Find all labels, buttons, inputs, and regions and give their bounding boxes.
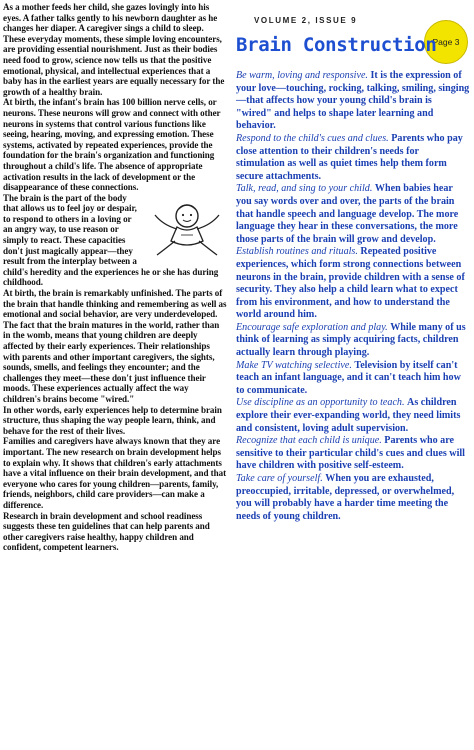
guideline-item [236,397,470,435]
neurons-paragraph: At birth, the infant's brain has 100 billion nerve cells, or neurons. These neurons will grow and connect with other neurons in systems that control various functions like seeing, hearing, moving, and expressing emotion. These systems, activated by repeated experiences, provide the foundation for the brain's organization and functioning throughout a child's life. The absence of appropriate activation results in the lack of development or the disappearance of these connections. [3,97,221,193]
guideline-item [236,322,470,360]
guideline-text: When babies hear you say words over and over, the parts of the brain that handle speech and language develop. The more language they hear in these conversations, the more those parts of the brain will grow and develop. [236,183,459,245]
guideline-item [236,133,470,183]
left-column [3,2,227,748]
guideline-lead: Establish routines and rituals. [236,246,358,258]
guideline-lead: Take care of yourself. [236,473,323,484]
guideline-text: It is the expression of your love—touching, rocking, talking, smiling, singing—that affects how your young child's brain is "wired" and helps to shape later learning and behavior. [236,70,470,132]
brain-capacities-paragraph: The brain is the part of the body that allows us to feel joy or despair, to respond to others in a loving or an angry way, to use reason or simply to react. These capacities don't just magically appear—they result from the interplay between a child's heredity and the experiences he or she has during childhood. [3,192,219,288]
guideline-item [236,183,470,246]
page-number-label: Page 3 [432,37,460,47]
intro-paragraph: As a mother feeds her child, she gazes lovingly into his eyes. A father talks gently to his newborn daughter as he changes her diaper. A caregiver sings a child to sleep. [3,2,218,34]
baby-illustration [147,201,227,261]
guideline-item [236,360,470,398]
guideline-text: Television by itself can't teach an infant language, and it can't teach him how to communicate. [236,359,461,396]
guideline-lead: Respond to the child's cues and clues. [236,132,389,144]
guideline-lead: Be warm, loving and responsive. [236,70,368,81]
nourishment-paragraph: These everyday moments, these simple loving encounters, are providing essential nourishment. Just as their bodies need food to grow, science now tells us that the positive emotional, physical, and intellectual experiences that a baby has in the earliest years are equally necessary for the growth of a healthy brain. [3,33,225,97]
guideline-text: Repeated positive experiences, which form strong connections between neurons in the brain, provide children with a sense of security. They also help a child learn what to expect from his environment, and how to understand the world around him. [236,246,465,321]
families-paragraph: Families and caregivers have always known that they are important. The new research on brain development helps to explain why. It shows that children's early attachments have a vital influence on their brain development, and that everyone who cares for young children—parents, family, friends, neighbors, child care providers—can make a difference. [3,436,227,510]
guideline-item [236,246,470,322]
guideline-lead: Make TV watching selective. [236,359,352,371]
guideline-text: As children explore their ever-expanding world, they need limits and consistent, loving adult supervision. [236,397,461,434]
guideline-item [236,70,470,133]
volume-issue-label: VOLUME 2, ISSUE 9 [254,16,358,25]
guideline-item [236,473,470,523]
guideline-lead: Encourage safe exploration and play. [236,321,388,333]
guideline-lead: Use discipline as an opportunity to teach. [236,397,405,409]
guidelines-column [236,70,470,523]
guideline-lead: Recognize that each child is unique. [236,435,382,447]
guideline-text: When you are exhausted, preoccupied, irritable, depressed, or overwhelmed, you will probably have a harder time meeting the needs of young children. [236,473,455,522]
unfinished-brain-paragraph: At birth, the brain is remarkably unfinished. The parts of the brain that handle thinking and remembering as well as emotional and social behavior, are very underdeveloped. The fact that the brain matures in the world, rather than in the womb, means that young children are deeply affected by their early experiences. Their relationships with parents and other important caregivers, the sights, sounds, smells, and feelings they encounter; and the challenges they meet—these don't just influence their moods. These experiences actually affect the way children's brains become "wired." [3,288,227,404]
guideline-item [236,435,470,473]
early-experiences-paragraph: In other words, early experiences help to determine brain structure, thus shaping the way people learn, think, and behave for the rest of their lives. [3,404,222,436]
guideline-lead: Talk, read, and sing to your child. [236,183,373,195]
guideline-text: Parents who are sensitive to their particular child's cues and clues will have children with positive self-esteem. [236,435,465,472]
research-paragraph: Research in brain development and school readiness suggests these ten guidelines that can help parents and other caregivers raise healthy, happy children and confident, competent learners. [3,510,210,553]
page-header [236,6,470,76]
guideline-text: Parents who pay close attention to their children's needs for stimulation as well as quiet times help them form secure attachments. [236,132,463,182]
section-title: Brain Construction [236,34,437,56]
guideline-text: While many of us think of learning as simply acquiring facts, children actually learn through playing. [236,321,466,359]
